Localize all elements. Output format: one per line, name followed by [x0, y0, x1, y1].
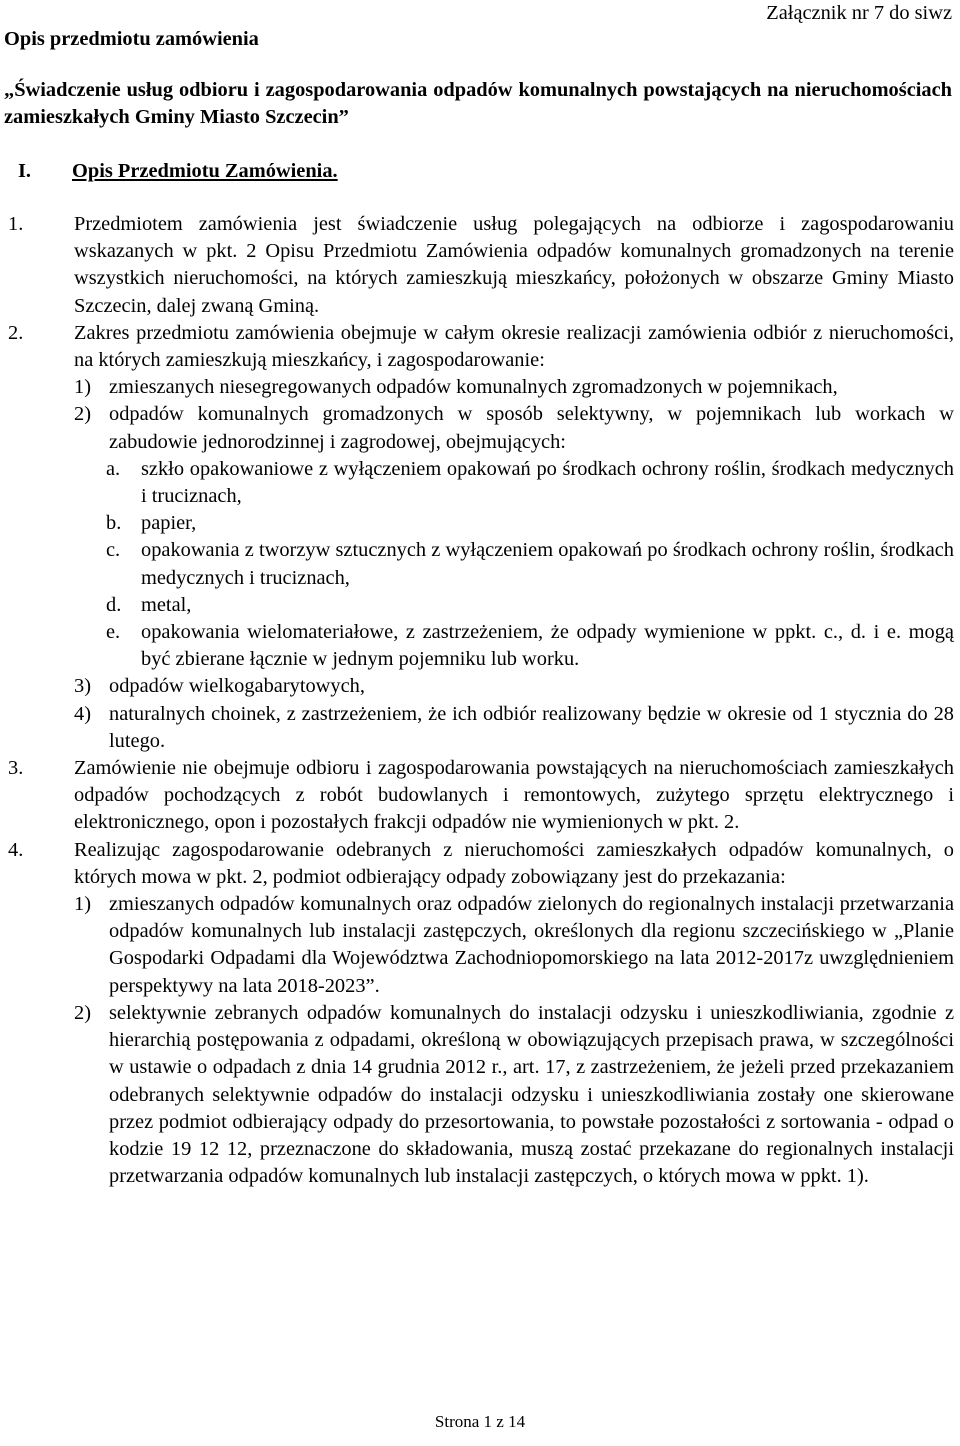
- sub-item-label: 2): [74, 1001, 91, 1024]
- letter-item: [106, 592, 954, 619]
- sub-item: [74, 673, 954, 700]
- contract-subject: „Świadczenie usług odbioru i zagospodarowania odpadów komunalnych powstających na nieruchomościach zamieszkałych Gminy Miasto Szczecin”: [4, 79, 952, 129]
- item-label: 1.: [8, 213, 24, 235]
- letter-item: [106, 510, 954, 537]
- item-text: Realizując zagospodarowanie odebranych z nieruchomości zamieszkałych odpadów komunalnych, o których mowa w pkt. 2, podmiot odbierający odpady zobowiązany jest do przekazania:: [74, 838, 954, 888]
- letter-item: [106, 456, 954, 510]
- sub-item: [74, 701, 954, 755]
- attachment-label: Załącznik nr 7 do siwz: [766, 2, 952, 24]
- sub-item: [74, 891, 954, 1000]
- item-text: Zamówienie nie obejmuje odbioru i zagospodarowania powstających na nieruchomościach zamieszkałych odpadów pochodzących z robót budowlanych i remontowych, zużytego sprzętu elektrycznego i elektronicznego, opon i pozostałych frakcji odpadów nie wymienionych w pkt. 2.: [74, 757, 954, 834]
- document-body: [4, 185, 954, 1190]
- letter-label: a.: [106, 457, 121, 480]
- list-item: [4, 755, 954, 837]
- sub-item-text: zmieszanych odpadów komunalnych oraz odpadów zielonych do regionalnych instalacji przetwarzania odpadów komunalnych lub instalacji zastępczych, określonych dla regionu szczecińskiego w „Planie Gospodarki Odpadami dla Województwa Zachodniopomorskiego na lata 2012-2017z uwzględnieniem perspektywy na lata 2018-2023”.: [109, 893, 954, 997]
- section-heading: [18, 158, 338, 185]
- letter-text: metal,: [141, 593, 192, 616]
- sub-item-label: 1): [74, 893, 91, 916]
- sub-item-text: selektywnie zebranych odpadów komunalnych do instalacji odzysku i unieszkodliwiania, zgodnie z hierarchią postępowania z odpadami, określoną w obowiązujących przepisach prawa, w szczególności w ustawie o odpadach z dnia 14 grudnia 2012 r., art. 17, z zastrzeżeniem, że jeżeli przed przekazaniem odebranych selektywnie odpadów do instalacji odzysku i unieszkodliwiania zostały one skierowane przez podmiot odbierający odpady do przesortowania, to powstałe pozostałości z sortowania - odpad o kodzie 19 12 12, przeznaczone do składowania, muszą zostać przekazane do regionalnych instalacji przetwarzania odpadów komunalnych lub instalacji zastępczych, o których mowa w ppkt. 1).: [109, 1001, 954, 1188]
- sub-item-text: naturalnych choinek, z zastrzeżeniem, że ich odbiór realizowany będzie w okresie od 1 stycznia do 28 lutego.: [109, 702, 954, 752]
- section-title: Opis Przedmiotu Zamówienia.: [72, 160, 338, 182]
- sub-item: [74, 401, 954, 455]
- letter-label: b.: [106, 512, 122, 535]
- letter-item: [106, 619, 954, 673]
- letter-item: [106, 537, 954, 591]
- letter-label: c.: [106, 539, 121, 562]
- letter-text: papier,: [141, 512, 197, 535]
- letter-list: [74, 456, 954, 674]
- sub-item-label: 1): [74, 376, 91, 399]
- list-item: [4, 320, 954, 755]
- sub-item-label: 3): [74, 675, 91, 698]
- sub-item-text: zmieszanych niesegregowanych odpadów komunalnych zgromadzonych w pojemnikach,: [109, 376, 838, 399]
- page-number: Strona 1 z 14: [434, 1412, 526, 1431]
- item-label: 3.: [8, 757, 24, 780]
- item-text: Zakres przedmiotu zamówienia obejmuje w całym okresie realizacji zamówienia odbiór z nieruchomości, na których zamieszkują mieszkańcy, i zagospodarowanie:: [74, 321, 954, 372]
- section-number: I.: [18, 160, 32, 182]
- letter-text: opakowania wielomateriałowe, z zastrzeżeniem, że odpady wymienione w ppkt. c., d. i e. mogą być zbierane łącznie w jednym pojemniku lub worku.: [141, 621, 954, 671]
- letter-text: szkło opakowaniowe z wyłączeniem opakowań po środkach ochrony roślin, środkach medycznych i truciznach,: [141, 457, 954, 508]
- letter-text: opakowania z tworzyw sztucznych z wyłączeniem opakowań po środkach ochrony roślin, środkach medycznych i truciznach,: [141, 539, 954, 589]
- sub-item: [74, 1000, 954, 1190]
- document-title: Opis przedmiotu zamówienia: [4, 28, 259, 50]
- list-item: [4, 837, 954, 1191]
- sub-item-label: 4): [74, 702, 91, 725]
- sub-item: [74, 374, 954, 401]
- letter-label: d.: [106, 593, 122, 616]
- letter-label: e.: [106, 621, 121, 644]
- list-item: [4, 211, 954, 320]
- sub-item-label: 2): [74, 403, 91, 426]
- sub-item-text: odpadów wielkogabarytowych,: [109, 675, 365, 698]
- item-label: 2.: [8, 321, 24, 344]
- item-text: Przedmiotem zamówienia jest świadczenie usług polegających na odbiorze i zagospodarowaniu wskazanych w pkt. 2 Opisu Przedmiotu Zamówienia odpadów komunalnych gromadzonych na terenie wszystkich nieruchomości, na których zamieszkują mieszkańcy, położonych w obszarze Gminy Miasto Szczecin, dalej zwaną Gminą.: [74, 213, 954, 317]
- sub-item-text: odpadów komunalnych gromadzonych w sposób selektywny, w pojemnikach lub workach w zabudowie jednorodzinnej i zagrodowej, obejmujących:: [109, 403, 954, 453]
- item-label: 4.: [8, 838, 24, 861]
